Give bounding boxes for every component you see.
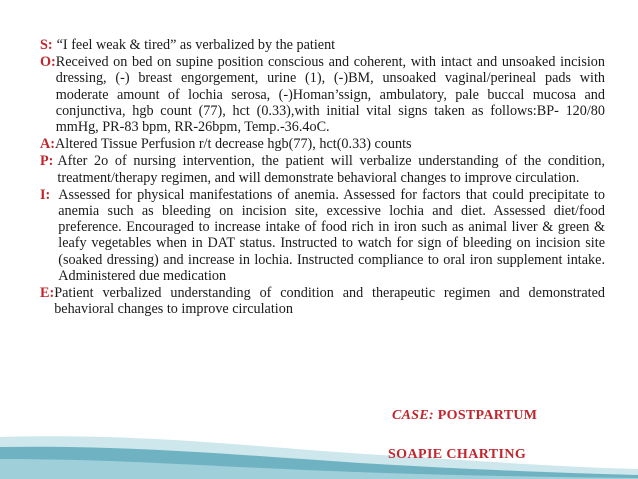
entry-planning xyxy=(40,153,605,185)
case-label: CASE: xyxy=(392,408,434,423)
entry-subjective xyxy=(40,37,605,53)
entry-evaluation xyxy=(40,285,605,317)
entry-letter: O: xyxy=(40,54,56,71)
entry-text: “I feel weak & tired” as verbalized by the patient xyxy=(56,37,336,53)
entry-objective xyxy=(40,54,605,135)
case-title xyxy=(392,408,537,424)
soapie-note xyxy=(40,37,605,318)
entry-letter: I: xyxy=(40,186,51,203)
charting-subtitle: SOAPIE CHARTING xyxy=(388,447,527,462)
entry-text: After 2o of nursing intervention, the patient will verbalize understanding of the condition, treatment/therapy regimen, and will demonstrate behavioral changes to improve circulation. xyxy=(57,153,605,186)
entry-text: Received on bed on supine position conscious and coherent, with intact and unsoaked incision dressing, (-) breast engorgement, urine (1), (-)BM, unsoaked vaginal/perineal pads with moderate amount of lochia serosa, (-)Homan’ssign, ambulatory, pale buccal mucosa and conjunctiva, hgb count (77), hct (0.33),with initial vital signs taken as follows:BP- 120/80 mmHg, PR-83 bpm, RR-26bpm, Temp.-36.4oC. xyxy=(55,54,605,136)
entry-assessment xyxy=(40,136,605,152)
entry-text: Assessed for physical manifestations of anemia. Assessed for factors that could precipitate to anemia such as bleeding on incision site, excessive lochia and diet. Assessed diet/food preference. Encouraged to increase intake of food rich in iron such as animal liver & green & leafy vegetables when in DAT status. Instructed to watch for sign of bleeding on incision site (soaked dressing) and increase in lochia. Instructed compliance to oral iron supplement intake. Administered due medication xyxy=(58,186,605,284)
entry-letter: A: xyxy=(40,136,55,153)
entry-letter: E: xyxy=(40,285,55,302)
entry-text: Patient verbalized understanding of condition and therapeutic regimen and demonstrated behavioral changes to improve circulation xyxy=(54,285,605,318)
decorative-wave-strip xyxy=(0,429,638,479)
entry-intervention xyxy=(40,187,605,284)
entry-text: Altered Tissue Perfusion r/t decrease hgb(77), hct(0.33) counts xyxy=(54,136,412,153)
case-value: POSTPARTUM xyxy=(437,408,538,423)
entry-letter: P: xyxy=(40,153,54,170)
entry-letter: S: xyxy=(40,37,53,53)
